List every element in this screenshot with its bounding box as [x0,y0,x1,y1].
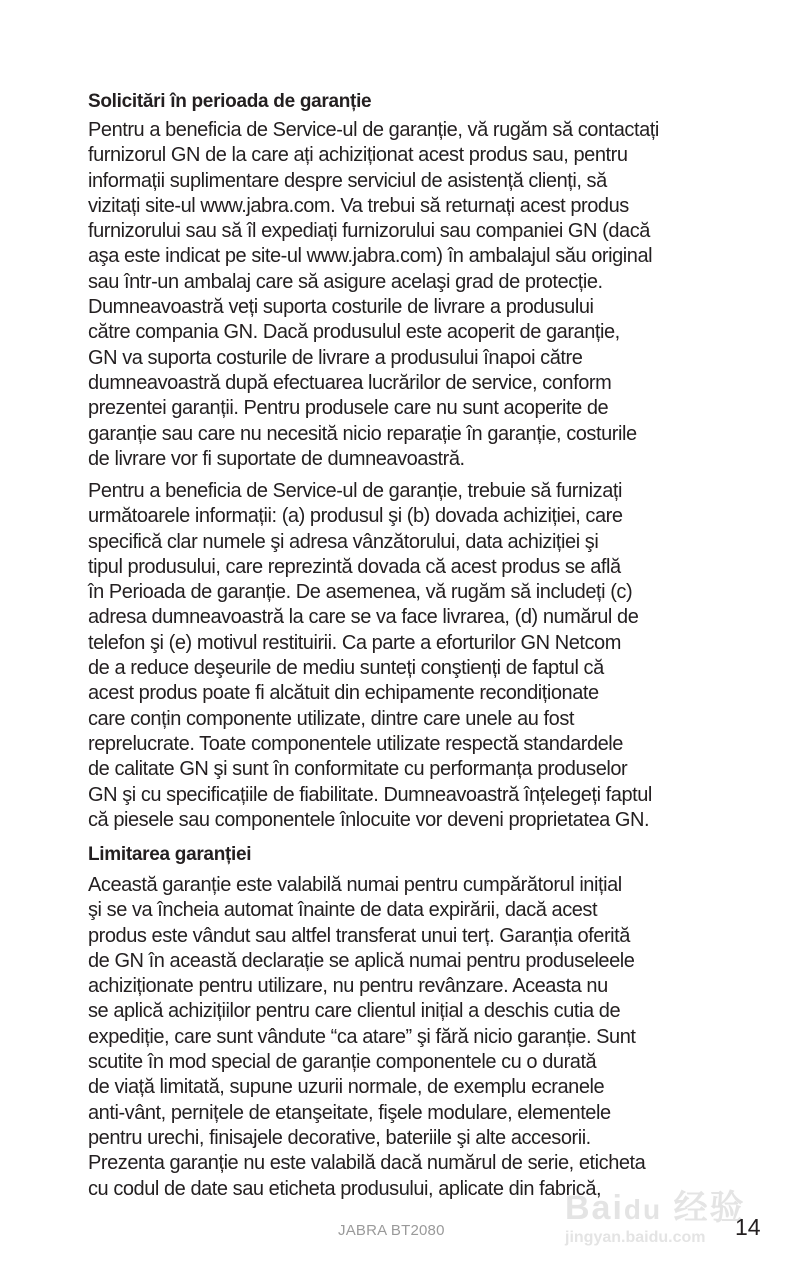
text-line: furnizorul GN de la care ați achiziționat acest produs sau, pentru [88,144,628,167]
paragraph [88,873,728,1202]
paragraph [88,118,728,472]
text-line: de calitate GN şi sunt în conformitate cu performanța produselor [88,758,628,781]
text-line: de GN în această declarație se aplică numai pentru produseleele [88,949,635,972]
text-line: Dumneavoastră veți suporta costurile de livrare a produsului [88,296,594,319]
text-line: adresa dumneavoastră la care se va face livrarea, (d) numărul de [88,606,639,629]
text-line: de livrare vor fi suportate de dumneavoastră. [88,447,465,470]
page-number: 14 [735,1214,761,1240]
text-line: anti-vânt, pernițele de etanşeitate, fişele modulare, elementele [88,1101,611,1124]
section-heading: Solicitări în perioada de garanție [88,91,372,112]
text-line: scutite în mod special de garanție componentele cu o durată [88,1051,597,1074]
paragraph [88,479,728,833]
text-line: GN va suporta costurile de livrare a produsului înapoi către [88,346,583,369]
text-line: către compania GN. Dacă produsulul este acoperit de garanție, [88,321,620,344]
text-line: furnizorului sau să îl expediați furnizorului sau companiei GN (dacă [88,220,650,243]
text-line: telefon şi (e) motivul restituirii. Ca parte a eforturilor GN Netcom [88,631,621,654]
text-line: care conțin componente utilizate, dintre care unele au fost [88,707,574,730]
text-line: aşa este indicat pe site-ul www.jabra.com) în ambalajul său original [88,245,653,268]
text-line: pentru urechi, finisajele decorative, bateriile şi alte accesorii. [88,1126,591,1149]
text-line: reprelucrate. Toate componentele utilizate respectă standardele [88,732,623,755]
text-line: garanție sau care nu necesită nicio reparație în garanție, costurile [88,422,637,445]
text-line: de a reduce deşeurile de mediu sunteți conştienți de faptul că [88,657,604,680]
text-line: şi se va încheia automat înainte de data expirării, dacă acest [88,899,598,922]
text-line: GN şi cu specificațiile de fiabilitate. Dumneavoastră înțelegeți faptul [88,783,652,806]
text-line: acest produs poate fi alcătuit din echipamente recondiționate [88,682,599,705]
text-line: tipul produsului, care reprezintă dovada că acest produs se află [88,555,621,578]
text-line: se aplică achizițiilor pentru care clientul inițial a deschis cutia de [88,1000,621,1023]
text-line: prezentei garanții. Pentru produsele care nu sunt acoperite de [88,397,609,420]
footer-product-name: JABRA BT2080 [338,1222,445,1239]
text-line: Această garanție este valabilă numai pentru cumpărătorul inițial [88,874,622,896]
text-line: Pentru a beneficia de Service-ul de garanție, vă rugăm să contactați [88,119,659,141]
text-line: următoarele informații: (a) produsul şi (b) dovada achiziției, care [88,505,623,528]
text-line: specifică clar numele şi adresa vânzătorului, data achiziției şi [88,530,599,553]
watermark-logo: Baidu 经验 jingyan.baidu.com [565,1189,746,1246]
text-line: sau într-un ambalaj care să asigure acelaşi grad de protecție. [88,270,603,293]
text-line: dumneavoastră după efectuarea lucrărilor de service, conform [88,371,612,394]
text-line: în Perioada de garanție. De asemenea, vă rugăm să includeți (c) [88,581,633,604]
text-line: vizitați site-ul www.jabra.com. Va trebui să returnați acest produs [88,194,629,217]
section-heading: Limitarea garanției [88,844,252,865]
text-line: informații suplimentare despre serviciul de asistență clienți, să [88,169,607,192]
text-line: Pentru a beneficia de Service-ul de garanție, trebuie să furnizați [88,480,622,502]
text-line: achiziționate pentru utilizare, nu pentru revânzare. Aceasta nu [88,975,608,998]
text-line: Prezenta garanție nu este valabilă dacă numărul de serie, eticheta [88,1152,646,1175]
text-line: produs este vândut sau altfel transferat unui terț. Garanția oferită [88,924,630,947]
text-line: cu codul de date sau eticheta produsului, aplicate din fabrică, [88,1177,602,1200]
text-line: că piesele sau componentele înlocuite vor deveni proprietatea GN. [88,808,650,831]
text-line: expediție, care sunt vândute “ca atare” şi fără nicio garanție. Sunt [88,1025,636,1048]
text-line: de viață limitată, supune uzurii normale, de exemplu ecranele [88,1076,605,1099]
